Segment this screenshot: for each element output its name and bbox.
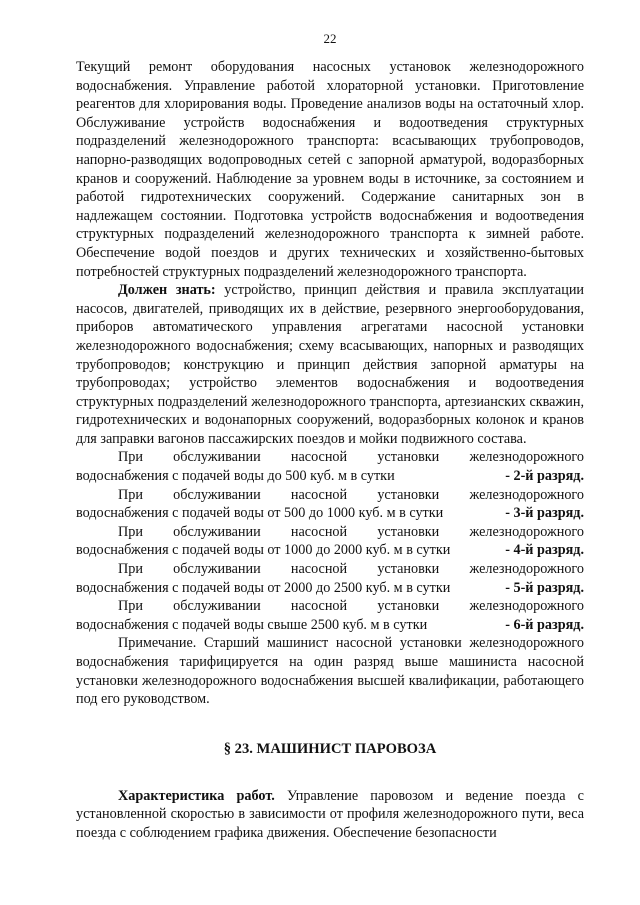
grade-row (76, 541, 584, 560)
grade-line1: При обслуживании насосной установки железнодорожного (118, 561, 584, 578)
grade-value: - 6-й разряд. (505, 616, 584, 633)
grade-line2: водоснабжения с подачей воды от 500 до 1000 куб. м в сутки (76, 505, 444, 522)
grade-item (76, 597, 584, 634)
grade-list (76, 448, 584, 634)
grade-item (76, 486, 584, 523)
grade-item (76, 523, 584, 560)
grade-row (76, 579, 584, 598)
grade-line1: При обслуживании насосной установки железнодорожного (118, 486, 584, 503)
grade-line2: водоснабжения с подачей воды от 1000 до 2000 куб. м в сутки (76, 542, 451, 559)
grade-value: - 3-й разряд. (505, 505, 584, 522)
grade-row (76, 467, 584, 486)
note-paragraph: Примечание. Старший машинист насосной установки железнодорожного водоснабжения тарифицируется на один разряд выше машиниста насосной установки железнодорожного водоснабжения высшей квалификации, работающего под его руководством. (76, 635, 584, 708)
knowledge-lead: Должен знать: (118, 282, 216, 299)
intro-paragraph: Текущий ремонт оборудования насосных установок железнодорожного водоснабжения. Управление работой хлораторной установки. Приготовление реагентов для хлорирования воды. Проведение анализов воды на остаточный хлор. Обслуживание устройств водоснабжения и водоотведения структурных подразделений железнодорожного транспорта: всасывающих трубопроводов, напорно-разводящих водопроводных сетей с запорной арматурой, водоразборных кранов и сооружений. Наблюдение за уровнем воды в источнике, за состоянием и работой гидротехнических сооружений. Содержание санитарных зон в надлежащем состоянии. Подготовка устройств водоснабжения и водоотведения структурных подразделений железнодорожного транспорта к зимней работе. Обеспечение водой поездов и других технических и хозяйственно-бытовых потребностей структурных подразделений железнодорожного транспорта. (76, 59, 584, 280)
characteristics-lead: Характеристика работ. (118, 787, 275, 804)
grade-item (76, 448, 584, 485)
page-number: 22 (323, 31, 337, 46)
knowledge-text: устройство, принцип действия и правила эксплуатации насосов, двигателей, приводящих их в действие, резервного энергооборудования, приборов автоматического управления агрегатами насосной установки железнодорожного водоснабжения; схему всасывающих, напорных и разводящих трубопроводов; конструкцию и принцип действия запорной арматуры на трубопроводах; устройство элементов водоснабжения и водоотведения структурных подразделений железнодорожного транспорта, артезианских скважин, гидротехнических и водонапорных сооружений, водоразборных колонок и кранов для заправки вагонов пассажирских поездов и мойки подвижного состава. (76, 282, 585, 447)
grade-line2: водоснабжения с подачей воды от 2000 до 2500 куб. м в сутки (76, 579, 451, 596)
characteristics-paragraph (76, 787, 584, 843)
knowledge-paragraph (76, 281, 584, 448)
characteristics-text: Управление паровозом и ведение поезда с установленной скоростью в зависимости от профиля железнодорожного пути, веса поезда с соблюдением графика движения. Обеспечение безопасности (76, 787, 584, 841)
section-heading: § 23. МАШИНИСТ ПАРОВОЗА (223, 740, 437, 757)
grade-value: - 5-й разряд. (505, 579, 584, 596)
grade-line1: При обслуживании насосной установки железнодорожного (118, 523, 584, 540)
grade-line2: водоснабжения с подачей воды до 500 куб. м в сутки (76, 468, 395, 485)
grade-line1: При обслуживании насосной установки железнодорожного (118, 598, 584, 615)
document-page (76, 30, 584, 843)
grade-item (76, 560, 584, 597)
grade-line2: водоснабжения с подачей воды свыше 2500 куб. м в сутки (76, 616, 428, 633)
grade-row (76, 504, 584, 523)
grade-line1: При обслуживании насосной установки железнодорожного (118, 449, 584, 466)
grade-value: - 4-й разряд. (505, 542, 584, 559)
grade-value: - 2-й разряд. (505, 468, 584, 485)
grade-row (76, 616, 584, 635)
